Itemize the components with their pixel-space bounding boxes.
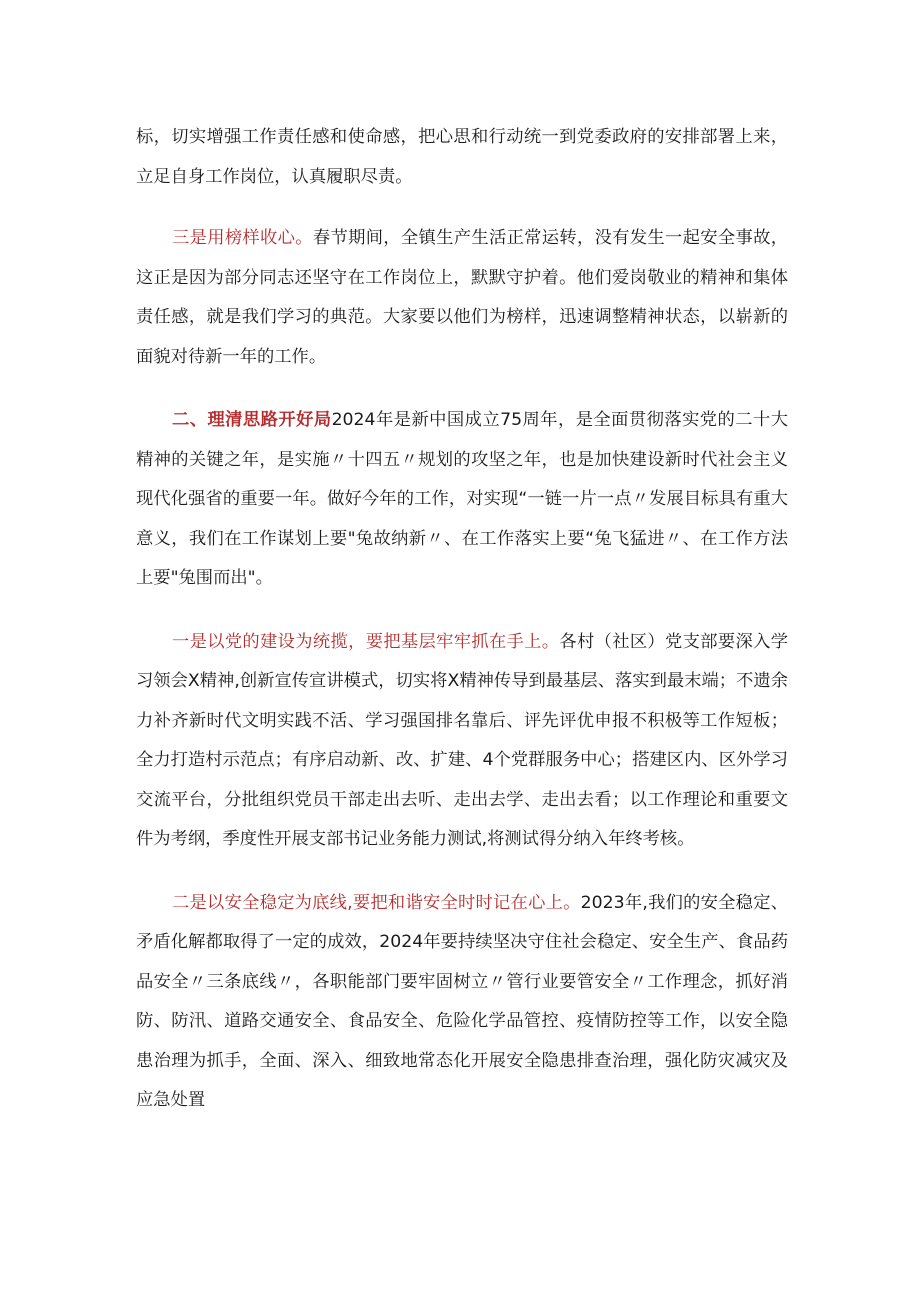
section-heading: 二、理清思路开好局 — [172, 410, 332, 430]
paragraph-lead: 一是以党的建设为统揽，要把基层牢牢抓在手上。 — [172, 631, 560, 652]
paragraph-text: 春节期间，全镇生产生活正常运转，没有发生一起安全事故，这正是因为部分同志还坚守在工作岗位上，默默守护着。他们爱岗敬业的精神和集体责任感，就是我们学习的典范。大家要以他们为榜样，迅速调整精神状态，以崭新的面貌对待新一年的工作。 — [136, 228, 788, 367]
paragraph-lead: 三是用榜样收心。 — [172, 228, 313, 248]
paragraph-gap — [136, 377, 788, 401]
paragraph-gap — [136, 599, 788, 623]
document-page — [136, 118, 788, 1121]
paragraph-lead: 二是以安全稳定为底线,要把和谐安全时时记在心上。 — [172, 892, 581, 913]
paragraph-text: 2023年,我们的安全稳定、矛盾化解都取得了一定的成效，2024年要持续坚决守住社会稳定、安全生产、食品药品安全〃三条底线〃，各职能部门要牢固树立〃管行业要管安全〃工作理念，抓好消防、防汛、道路交通安全、食品安全、危险化学品管控、疫情防控等工作，以安全隐患治理为抓手，全面、深入、细致地常态化开展安全隐患排查治理，强化防灾减灾及应急处置 — [136, 892, 788, 1110]
paragraph-party-building — [136, 623, 788, 860]
paragraph-text: 各村（社区）党支部要深入学习领会X精神,创新宣传宣讲模式，切实将X精神传导到最基层、落实到最末端；不遗余力补齐新时代文明实践不活、学习强国排名靠后、评先评优申报不积极等工作短板；全力打造村示范点；有序启动新、改、扩建、4个党群服务中心；搭建区内、区外学习交流平台，分批组织党员干部走出去听、走出去学、走出去看；以工作理论和重要文件为考纲，季度性开展支部书记业务能力测试,将测试得分纳入年终考核。 — [136, 631, 788, 849]
paragraph-gap — [136, 860, 788, 884]
paragraph-continuation — [136, 118, 788, 197]
section-heading-paragraph — [136, 401, 788, 599]
paragraph-safety — [136, 884, 788, 1121]
paragraph-role-model — [136, 219, 788, 377]
paragraph-text: 2024年是新中国成立75周年，是全面贯彻落实党的二十大精神的关键之年，是实施〃十四五〃规划的攻坚之年，也是加快建设新时代社会主义现代化强省的重要一年。做好今年的工作，对实现“一链一片一点〃发展目标具有重大意义，我们在工作谋划上要"兔故纳新〃、在工作落实上要“兔飞猛进〃、在工作方法上要"兔围而出"。 — [136, 410, 788, 588]
paragraph-gap — [136, 197, 788, 219]
paragraph-text: 标，切实增强工作责任感和使命感，把心思和行动统一到党委政府的安排部署上来，立足自身工作岗位，认真履职尽责。 — [136, 127, 788, 187]
